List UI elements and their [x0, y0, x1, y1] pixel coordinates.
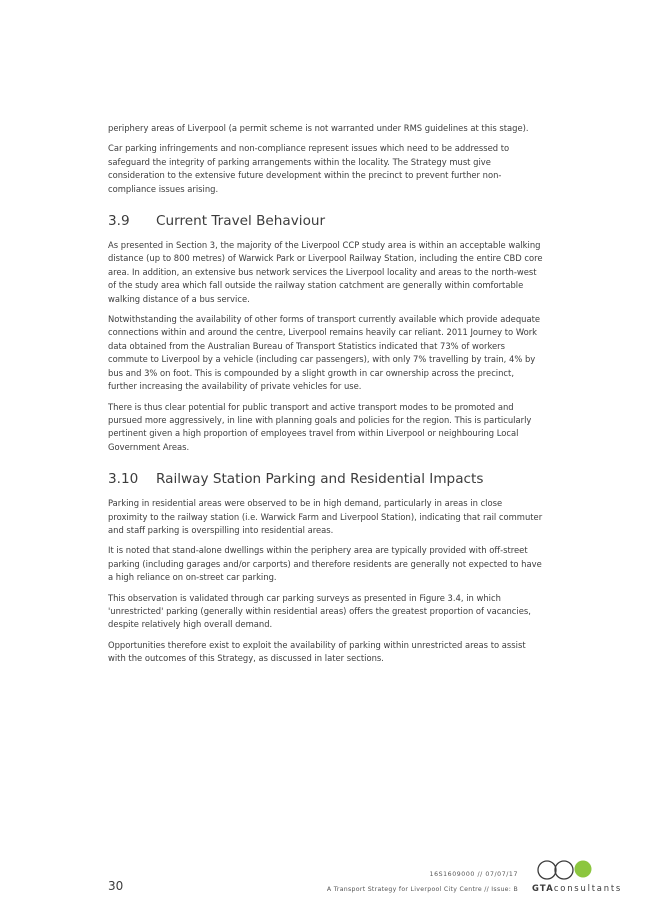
logo-wordmark-bold: GTA: [532, 883, 554, 893]
gta-consultants-logo: [532, 858, 623, 898]
section-title: Current Travel Behaviour: [156, 213, 326, 230]
section-title: Railway Station Parking and Residential Impacts: [156, 471, 484, 488]
paragraph-car-reliant: Notwithstanding the availability of other forms of transport currently available which provide adequate connections within and around the centre, Liverpool remains heavily car reliant. 2011 Journey to Work data obtained from the Australian Bureau of Transport Statistics indicated that 73% of workers commute to Liverpool by a vehicle (including car passengers), with only 7% travelling by train, 4% by bus and 3% on foot. This is compounded by a slight growth in car ownership across the precinct, further increasing the availability of private vehicles for use.: [108, 314, 541, 392]
paragraph-off-street: It is noted that stand-alone dwellings within the periphery area are typically provided with off-street parking (including garages and/or carports) and therefore residents are generally not expected to have a high reliance on on-street car parking.: [108, 545, 542, 583]
section-number: 3.9: [108, 213, 130, 230]
document-reference: 16S1609000 // 07/07/17: [429, 871, 518, 878]
section-heading-3-10: [108, 470, 543, 488]
section-number: 3.10: [108, 471, 139, 488]
paragraph-infringements: Car parking infringements and non-compliance represent issues which need to be addressed to safeguard the integrity of parking arrangements within the locality. The Strategy must give consideration to the extensive future development within the precinct to prevent further non-compliance issues arising.: [108, 143, 510, 194]
logo-ring-middle: [555, 861, 573, 879]
logo-ring-left: [538, 861, 556, 879]
paragraph-validated: This observation is validated through car parking surveys as presented in Figure 3.4, in which 'unrestricted' parking (generally within residential areas) offers the greatest proportion of vacancies, despite relatively high overall demand.: [108, 592, 531, 630]
paragraph-opportunities: Opportunities therefore exist to exploit the availability of parking within unrestricted areas to assist with the outcomes of this Strategy, as discussed in later sections.: [108, 639, 526, 664]
document-title: A Transport Strategy for Liverpool City Centre // Issue: B: [326, 886, 518, 893]
paragraph-potential: There is thus clear potential for public transport and active transport modes to be promoted and pursued more aggressively, in line with planning goals and policies for the region. This is particularly pertinent given a high proportion of employees travel from within Liverpool or neighbouring Local Government Areas.: [108, 401, 532, 452]
section-heading-3-9: [108, 212, 543, 230]
paragraph-permit-scheme: periphery areas of Liverpool (a permit scheme is not warranted under RMS guidelines at this stage).: [108, 123, 529, 133]
page-content: [108, 122, 543, 673]
logo-wordmark: [532, 883, 622, 893]
logo-wordmark-rest: consultants: [553, 883, 623, 893]
paragraph-residential-demand: Parking in residential areas were observed to be in high demand, particularly in areas in close proximity to the railway station (i.e. Warwick Farm and Liverpool Station), indicating that rail commuter and staff parking is overspilling into residential areas.: [108, 498, 543, 535]
page-number: 30: [108, 879, 124, 893]
paragraph-walking-distance: As presented in Section 3, the majority of the Liverpool CCP study area is within an acceptable walking distance (up to 800 metres) of Warwick Park or Liverpool Railway Station, including the entire CBD core area. In addition, an extensive bus network services the Liverpool locality and areas to the north-west of the study area which fall outside the railway station catchment are generally within comfortable walking distance of a bus service.: [108, 240, 543, 304]
logo-circle-green: [575, 861, 592, 878]
logo-rings-icon: [532, 858, 618, 882]
